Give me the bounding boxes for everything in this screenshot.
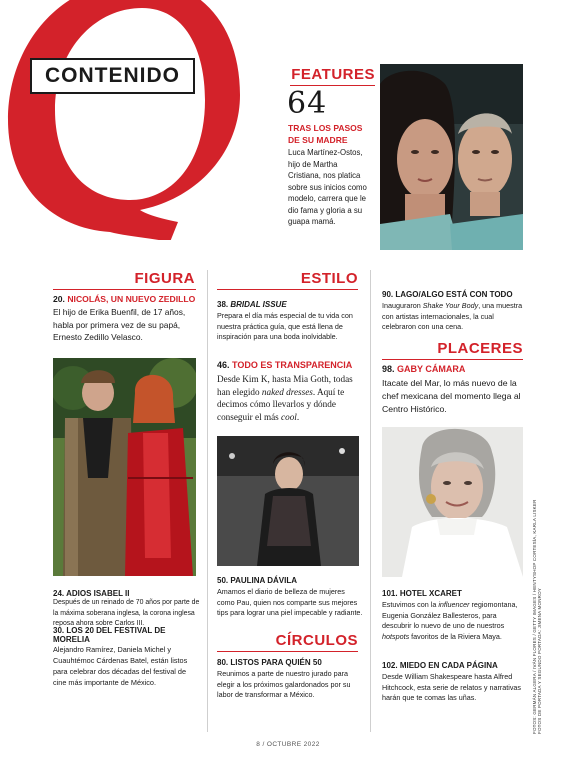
estilo-lead-title: 46. TODO ES TRANSPARENCIA	[217, 360, 353, 370]
section-estilo-heading: ESTILO	[300, 270, 358, 287]
estilo-item-50: 50. PAULINA DÁVILA Amamos el diario de belleza de mujeres como Pau, quien nos comparte sus mejores tips para lograr una piel impecable y radiante.	[217, 576, 363, 617]
q-logo	[0, 0, 300, 240]
placeres-lead-title: 98. GABY CÁMARA	[382, 364, 466, 374]
features-title: TRAS LOS PASOS DE SU MADRE	[288, 123, 363, 145]
placeres-item-102: 102. MIEDO EN CADA PÁGINA Desde William Shakespeare hasta Alfred Hitchcock, esta serie de relatos y narrativas harán que te comas las uñas.	[382, 661, 522, 702]
estilo-photo	[217, 436, 359, 566]
figura-item-24: 24. ADIOS ISABEL II Después de un reinado de 70 años por parte de la máxima soberana inglesa, la corona inglesa reposa ahora sobre Carlos III.	[53, 589, 200, 627]
right-item-90: 90. LAGO/ALGO ESTÁ CON TODO Inauguraron Shake Your Body, una muestra con artistas internacionales, la cual celebraron con una cena.	[382, 290, 523, 331]
estilo-rule	[217, 289, 358, 290]
placeres-photo	[382, 427, 523, 577]
photo-credits: FOTOS: GERMÁN ALGERA / IVÁN FLORES / GETTY IMAGES / HENTYSHOP CORTESÍA, KARLA LISKER FOTOS DE PORTADA Y SEGUNDO PORTADA: JIMENA MONROY	[532, 499, 542, 734]
figura-lead-body: El hijo de Erika Buenfil, de 17 años, habla por primera vez de su papá, Ernesto Zedillo Velasco.	[53, 307, 186, 342]
estilo-lead-body: Desde Kim K, hasta Mia Goth, todas han elegido naked dresses. Aquí te decimos cómo llevarlos y dónde conseguir el más cool.	[217, 374, 353, 422]
column-divider-1	[207, 270, 208, 732]
features-number: 64	[287, 86, 328, 121]
figura-item-30: 30. LOS 20 DEL FESTIVAL DE MORELIA Alejandro Ramírez, Daniela Michel y Cuauhtémoc Cárdenas Batel, están listos para celebrar dos décadas del festival de cine más importante de México.	[53, 626, 188, 687]
section-figura-heading: FIGURA	[134, 270, 195, 287]
figura-rule	[53, 289, 196, 290]
column-divider-2	[370, 270, 371, 732]
placeres-lead-body: Itacate del Mar, lo más nuevo de la chef mexicana del momento llega al Centro Histórico.	[382, 378, 521, 414]
features-body: Luca Martínez-Ostos, hijo de Martha Cristiana, nos platica sobre sus inicios como modelo, carrera que le dio fama y gloria a su guapa mamá.	[288, 148, 367, 226]
page-folio: 8 / OCTUBRE 2022	[256, 741, 320, 748]
figura-lead-title: 20. NICOLÁS, UN NUEVO ZEDILLO	[53, 294, 196, 304]
section-circulos-heading: CÍRCULOS	[275, 632, 358, 649]
section-placeres-heading: PLACERES	[437, 340, 523, 357]
features-photo	[380, 64, 523, 250]
circulos-rule	[217, 651, 358, 652]
circulos-item-80: 80. LISTOS PARA QUIÉN 50 Reunimos a parte de nuestro jurado para elegir a los próximos galardonados por su labor de transformar a México.	[217, 658, 351, 699]
placeres-item-101: 101. HOTEL XCARET Estuvimos con la influencer regiomontana, Eugenia González Ballesteros, para descubrir lo nuevo de uno de nuestros hotspots favoritos de la Riviera Maya.	[382, 589, 518, 641]
page-title: CONTENIDO	[45, 64, 180, 87]
placeres-rule	[382, 359, 523, 360]
estilo-item-38: 38. BRIDAL ISSUE Prepara el día más especial de tu vida con nuestra práctica guía, que está llena de inspiración para una boda inolvidable.	[217, 300, 353, 341]
figura-photo	[53, 358, 196, 576]
section-features-heading: FEATURES	[291, 66, 375, 83]
